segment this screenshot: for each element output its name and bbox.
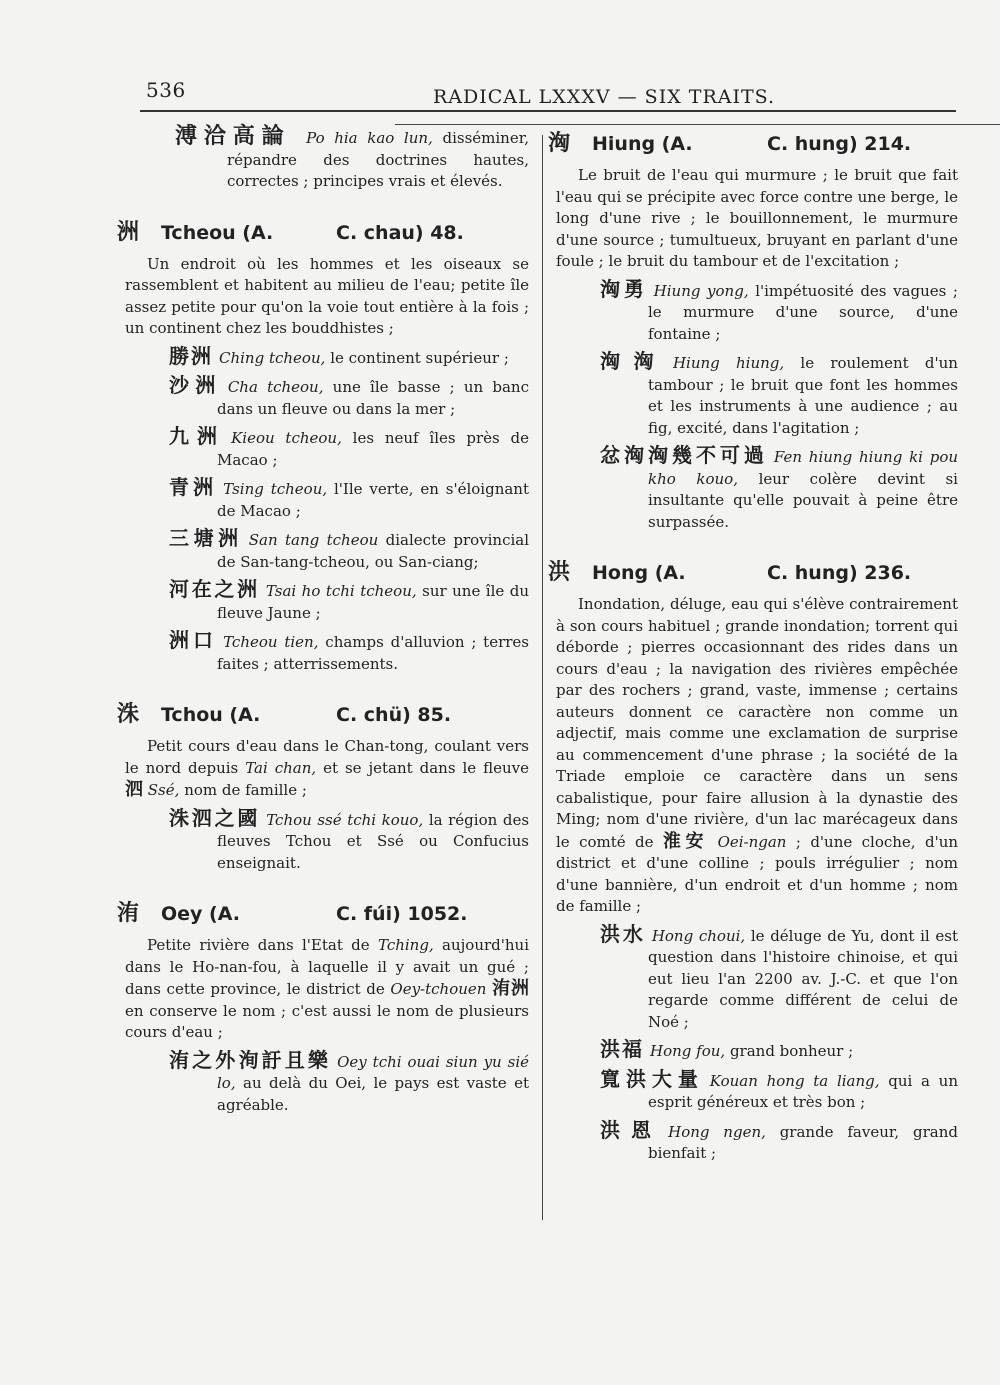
- left-column: [117, 126, 529, 1138]
- compound-text: dialecte provincial de San-tang-tcheou, ou San-ciang;: [217, 531, 530, 571]
- definition-text: aujourd'hui dans le Ho-nan-fou, à laquelle il y avait un gué ; dans cette province, le district de: [125, 936, 529, 998]
- compound-text: une île basse ; un banc dans un fleuve ou dans la mer ;: [217, 378, 529, 418]
- compound-text: la région des fleuves Tchou et Ssé ou Confucius enseignait.: [217, 810, 530, 872]
- compound-romanization: Hiung yong,: [653, 281, 749, 300]
- definition-text: Inondation, déluge, eau qui s'élève contrairement à son cours habituel ; grande inondation; torrent qui déborde ; pierres occasionnant des rides dans un cours d'eau ; la navigation des rivières empêchée par des rochers ; grand, vaste, immense ; certains auteurs donnent ce caractère non comme un adjectif, mais comme une exclamation de surprise au commencement d'une phrase ; la société de la Triade emploie ce caractère dans un sens cabalistique, pour faire allusion à la dynastie des Ming; nom d'une rivière, d'un lac marécageux dans le comté de: [556, 595, 958, 851]
- compound: [117, 805, 530, 875]
- compound-chars: 洪福: [600, 1037, 644, 1061]
- compound-romanization: Hiung hiung,: [672, 354, 785, 372]
- compound-romanization: Kouan hong ta liang,: [709, 1071, 880, 1090]
- inline-character: 泗: [125, 779, 143, 800]
- column-divider: [542, 135, 543, 1220]
- compound: [548, 445, 958, 533]
- entry-heading: [117, 896, 529, 927]
- compound: [117, 528, 529, 573]
- compound-text: le continent supérieur ;: [330, 348, 509, 367]
- page-header: [140, 72, 956, 112]
- inline-character: 淮安: [662, 830, 709, 852]
- compound-chars: 洙泗之國: [169, 805, 261, 830]
- compound-romanization: Ching tcheou,: [219, 348, 326, 367]
- compound-chars: 洧之外洵訏且樂: [169, 1047, 332, 1072]
- compound: [548, 276, 958, 346]
- entry-heading: [117, 215, 529, 246]
- definition-text: Petit cours d'eau dans le Chan-tong, coulant vers le nord depuis: [125, 737, 529, 777]
- definition: Un endroit où les hommes et les oiseaux se rassemblent et habitent au milieu de l'eau; petite île assez petite pour qu'on la voie tout entière à la fois ; un continent chez les bouddhistes ;: [125, 254, 529, 337]
- compound-romanization: Hong fou,: [650, 1042, 726, 1060]
- entry-heading: [117, 697, 529, 728]
- compound: [117, 477, 529, 522]
- compound-chars: 河在之洲: [169, 577, 260, 601]
- compound-chars: 溥洽高論: [175, 124, 291, 149]
- compound-text: qui a un esprit généreux et très bon ;: [648, 1071, 958, 1111]
- compound-chars: 洶勇: [600, 276, 648, 301]
- compound-romanization: Tsing tcheou,: [223, 480, 328, 498]
- head-character: 洲: [117, 219, 140, 245]
- entry-tchou: [117, 697, 529, 874]
- definition-text: Petite rivière dans l'Etat de: [147, 936, 370, 954]
- compound-chars: 洪水: [600, 921, 646, 946]
- compound-romanization: Tchou ssé tchi kouo,: [266, 810, 424, 829]
- compound-romanization: Hong choui,: [651, 926, 746, 945]
- compound-text: au delà du Oei, le pays est vaste et agréable.: [217, 1074, 529, 1114]
- compound: [117, 630, 529, 675]
- compound-text: sur une île du fleuve Jaune ;: [217, 582, 530, 622]
- compound: [117, 579, 529, 624]
- compound-text: le déluge de Yu, dont il est question dans l'histoire chinoise, et qui eut lieu l'an 2200 av. J.-C. et que l'on regarde comme différent de celui de Noé ;: [648, 926, 958, 1031]
- head-character: 洙: [117, 702, 140, 727]
- compound-romanization: Fen hiung hiung ki pou kho kouo,: [648, 448, 959, 488]
- compound-romanization: Po hia kao lun,: [306, 129, 433, 147]
- definition-text: et se jetant dans le fleuve: [323, 758, 529, 777]
- definition-italic: Ssé,: [147, 781, 180, 799]
- definition-italic: Oei-ngan: [717, 832, 787, 851]
- head-cantonese: C. chau) 48.: [336, 221, 464, 244]
- compound-text: disséminer, répandre des doctrines hautes, correctes ; principes vrais et élevés.: [227, 129, 529, 190]
- compound-chars: 勝洲: [169, 343, 213, 368]
- compound: [117, 375, 529, 420]
- running-head: RADICAL LXXXV — SIX TRAITS.: [433, 86, 776, 108]
- compound-romanization: Tsai ho tchi tcheou,: [265, 582, 417, 600]
- compound-text: grand bonheur ;: [729, 1042, 854, 1060]
- head-romanization: Tcheou (A.: [161, 221, 274, 244]
- compound: [548, 1066, 958, 1114]
- compound-text: l'Ile verte, en s'éloignant de Macao ;: [217, 480, 529, 520]
- right-column: [548, 126, 958, 1187]
- compound: [548, 1117, 958, 1165]
- definition-italic: Tai chan,: [245, 758, 317, 777]
- compound-romanization: Oey tchi ouai siun yu sié lo,: [217, 1052, 529, 1092]
- entry-hong: [548, 555, 958, 1165]
- head-character: 洪: [548, 560, 571, 585]
- entry-tcheou: [117, 215, 529, 676]
- compound-chars: 洶洶: [600, 349, 667, 373]
- compound-romanization: Cha tcheou,: [227, 378, 324, 396]
- compound-text: champs d'alluvion ; terres faites ; atterrissements.: [217, 633, 529, 673]
- inline-character: 洧洲: [492, 978, 529, 999]
- head-character: 洶: [548, 131, 571, 156]
- definition: [117, 736, 529, 802]
- definition-italic: Oey-tchouen: [390, 980, 487, 998]
- entry-heading: [548, 126, 958, 157]
- definition-italic: Tching,: [377, 936, 434, 954]
- compound-text: grande faveur, grand bienfait ;: [648, 1122, 958, 1162]
- head-cantonese: C. hung) 236.: [767, 562, 912, 584]
- definition: [117, 935, 529, 1044]
- continued-compound: [117, 126, 529, 193]
- entry-hiung: [548, 126, 958, 533]
- compound-chars: 青洲: [169, 475, 218, 499]
- head-romanization: Tchou (A.: [161, 704, 261, 726]
- compound-romanization: Hong ngen,: [668, 1122, 766, 1141]
- definition-text: ; d'une cloche, d'un district et d'une colline ; pouls irrégulier ; nom d'une bannière, d'un endroit et d'un homme ; nom de famille ;: [556, 832, 959, 915]
- compound-chars: 沙洲: [169, 373, 222, 397]
- compound-chars: 九洲: [169, 424, 226, 448]
- compound-text: le roulement d'un tambour ; le bruit que font les hommes et les instruments à une audience ; au fig, excité, dans l'agitation ;: [648, 354, 958, 437]
- compound: [117, 343, 529, 370]
- compound-chars: 寬洪大量: [600, 1066, 704, 1091]
- definition: [548, 594, 958, 918]
- compound-text: les neuf îles près de Macao ;: [217, 429, 529, 469]
- head-romanization: Hong (A.: [592, 562, 686, 584]
- head-romanization: Hiung (A.: [592, 133, 693, 155]
- header-rule: [140, 110, 956, 112]
- compound-chars: 三塘洲: [169, 526, 243, 550]
- right-column-rule: [395, 124, 1000, 125]
- compound-text: leur colère devint si insultante qu'elle pouvait à peine être surpassée.: [648, 469, 958, 531]
- compound: [548, 351, 958, 439]
- compound-chars: 忿洶洶幾不可過: [600, 443, 768, 467]
- entry-heading: [548, 555, 958, 586]
- head-cantonese: C. hung) 214.: [767, 133, 912, 155]
- page-number: 536: [146, 78, 186, 102]
- compound-romanization: San tang tcheou: [248, 531, 379, 549]
- entry-oey: [117, 896, 529, 1116]
- compound: [548, 1039, 958, 1063]
- compound-romanization: Kieou tcheou,: [231, 429, 342, 447]
- compound-chars: 洪恩: [600, 1117, 663, 1142]
- compound: [117, 426, 529, 471]
- head-romanization: Oey (A.: [161, 903, 240, 925]
- compound-text: l'impétuosité des vagues ; le murmure d'une source, d'une fontaine ;: [648, 281, 958, 343]
- head-character: 洧: [117, 901, 140, 926]
- definition: Le bruit de l'eau qui murmure ; le bruit que fait l'eau qui se précipite avec force contre une berge, le long d'une rive ; le bouillonnement, le murmure d'une source ; tumultueux, bruyant en parlant d'une foule ; le bruit du tambour et de l'excitation ;: [556, 166, 958, 270]
- definition-text: en conserve le nom ; c'est aussi le nom de plusieurs cours d'eau ;: [125, 1001, 529, 1041]
- definition-text: nom de famille ;: [184, 781, 307, 799]
- head-cantonese: C. fúi) 1052.: [336, 903, 468, 925]
- compound: [117, 1047, 529, 1117]
- compound: [548, 921, 958, 1034]
- compound-chars: 洲口: [169, 628, 218, 652]
- head-cantonese: C. chü) 85.: [336, 704, 452, 726]
- compound-romanization: Tcheou tien,: [223, 633, 319, 651]
